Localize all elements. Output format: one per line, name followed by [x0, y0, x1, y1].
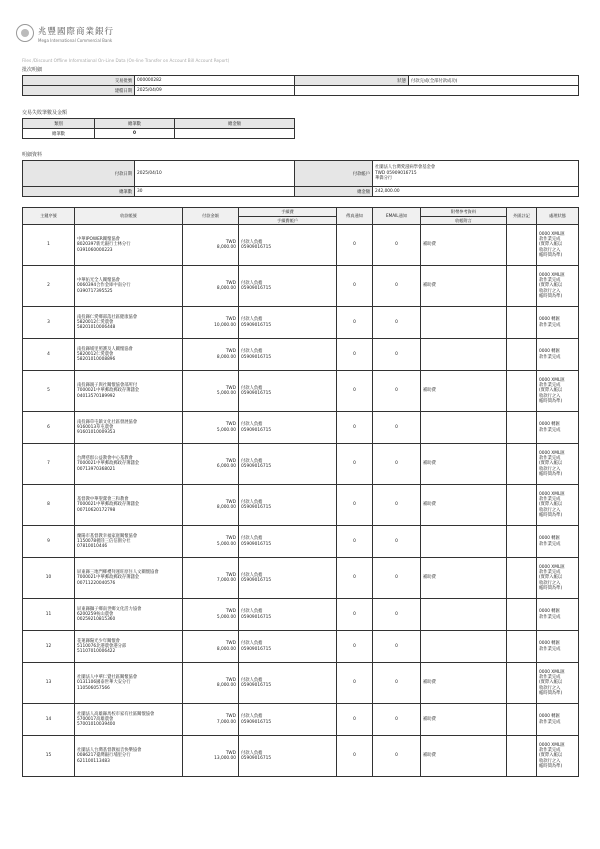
row-status: 0000 轉匯 款作業完成	[537, 307, 579, 339]
row-payee: 社團法人高雄縣馬校市家有社區關懷協會 5700017高雄農會 57001010039400	[75, 704, 183, 736]
row-fax: 0	[337, 663, 373, 704]
document-title: Files /Discount Offline Informational On-Line Data (On-line Transfer on Account Bill Account Report)	[22, 58, 230, 63]
row-status: 0000 轉匯 款作業完成	[537, 704, 579, 736]
row-memo	[421, 599, 507, 631]
row-payee: 中華佑光全人關懷協會 0060394合作金庫中南分行 0390717395525	[75, 266, 183, 307]
table-row	[23, 266, 579, 307]
row-fee: 付款人負擔 05909016715	[239, 599, 337, 631]
bank-name-en: Mega International Commercial Bank	[38, 38, 113, 43]
row-seq: 12	[23, 631, 75, 663]
row-fax: 0	[337, 526, 373, 558]
col-email: EMAIL通知	[373, 208, 421, 225]
row-fee: 付款人負擔 05909016715	[239, 526, 337, 558]
row-memo: 補助費	[421, 266, 507, 307]
row-status: 0000 XML匯 款作業完成 (實際入帳以 收款行之入 帳時間為準)	[537, 371, 579, 412]
row-memo: 補助費	[421, 444, 507, 485]
table-row	[23, 444, 579, 485]
row-payee: 台灣慈群公益教會中心基教會 7000021中華郵政郵政存簿儲金 00713970368021	[75, 444, 183, 485]
table-row	[23, 704, 579, 736]
row-fax: 0	[337, 412, 373, 444]
failed-col-type: 類別	[23, 119, 95, 129]
row-email: 0	[373, 371, 421, 412]
row-status: 0000 XML匯 款作業完成 (實際入帳以 收款行之入 帳時間為準)	[537, 266, 579, 307]
row-fax: 0	[337, 225, 373, 266]
row-email: 0	[373, 599, 421, 631]
row-seq: 1	[23, 225, 75, 266]
row-memo	[421, 526, 507, 558]
row-seq: 3	[23, 307, 75, 339]
row-amount: TWD 8,000.00	[183, 485, 239, 526]
row-amount: TWD 8,000.00	[183, 225, 239, 266]
row-status: 0000 轉匯 款作業完成	[537, 631, 579, 663]
table-row	[23, 663, 579, 704]
failed-row-count: 0	[95, 129, 175, 139]
row-payee: 南投縣埔里照護及人關懷協會 5820012仁愛農會 58201010008896	[75, 339, 183, 371]
row-fin	[507, 444, 537, 485]
row-payee: 蘭陽市基督教幸福家庭關懷協會 1150078板陸三信信園分社 07810010446	[75, 526, 183, 558]
table-row	[23, 225, 579, 266]
paydate-label: 付款日期	[23, 161, 135, 187]
col-fin: 外匯註記	[507, 208, 537, 225]
row-status: 0000 XML匯 款作業完成 (實際入帳以 收款行之入 帳時間為準)	[537, 663, 579, 704]
col-fee-account: 手續費帳戶	[239, 217, 337, 225]
row-email: 0	[373, 526, 421, 558]
row-seq: 14	[23, 704, 75, 736]
row-fin	[507, 526, 537, 558]
row-email: 0	[373, 339, 421, 371]
row-status: 0000 XML匯 款作業完成 (實際入帳以 收款行之入 帳時間為準)	[537, 558, 579, 599]
row-amount: TWD 5,000.00	[183, 371, 239, 412]
row-seq: 6	[23, 412, 75, 444]
row-status: 0000 XML匯 款作業完成 (實際入帳以 收款行之入 帳時間為準)	[537, 444, 579, 485]
row-payee: 社團法人中華仁覺社區關懷協會 0131106國泰世華大安分行 110506057566	[75, 663, 183, 704]
row-fin	[507, 631, 537, 663]
row-payee: 南投縣親子與社關懷協會部所付 7000021中華郵政郵政存簿儲金 04013570189992	[75, 371, 183, 412]
table-row	[23, 485, 579, 526]
bank-logo	[16, 24, 34, 42]
row-amount: TWD 8,000.00	[183, 663, 239, 704]
row-fee: 付款人負擔 05909016715	[239, 736, 337, 777]
row-payee: 花蓮縣陽光少年關懷會 5110076北港農會港分部 51107010006422	[75, 631, 183, 663]
row-fin	[507, 339, 537, 371]
row-memo: 補助費	[421, 736, 507, 777]
row-fax: 0	[337, 444, 373, 485]
row-fee: 付款人負擔 05909016715	[239, 339, 337, 371]
row-fax: 0	[337, 339, 373, 371]
row-payee: 屏東縣獅子鄉南世鄉文化活力協會 6200259枋山農會 00259210815360	[75, 599, 183, 631]
row-fax: 0	[337, 485, 373, 526]
row-fee: 付款人負擔 05909016715	[239, 558, 337, 599]
row-seq: 4	[23, 339, 75, 371]
row-memo	[421, 339, 507, 371]
row-email: 0	[373, 266, 421, 307]
table-row	[23, 371, 579, 412]
row-memo	[421, 307, 507, 339]
row-fax: 0	[337, 631, 373, 663]
row-seq: 11	[23, 599, 75, 631]
row-fin	[507, 485, 537, 526]
table-row	[23, 307, 579, 339]
row-email: 0	[373, 558, 421, 599]
row-email: 0	[373, 444, 421, 485]
row-email: 0	[373, 307, 421, 339]
row-seq: 7	[23, 444, 75, 485]
row-memo: 補助費	[421, 663, 507, 704]
row-seq: 8	[23, 485, 75, 526]
row-fee: 付款人負擔 05909016715	[239, 444, 337, 485]
row-status: 0000 轉匯 款作業完成	[537, 599, 579, 631]
row-memo	[421, 631, 507, 663]
row-fee: 付款人負擔 05909016715	[239, 307, 337, 339]
row-amount: TWD 13,000.00	[183, 736, 239, 777]
row-status: 0000 XML匯 款作業完成 (實際入帳以 收款行之入 帳時間為準)	[537, 485, 579, 526]
row-fin	[507, 558, 537, 599]
row-fee: 付款人負擔 05909016715	[239, 266, 337, 307]
row-fin	[507, 307, 537, 339]
row-fax: 0	[337, 558, 373, 599]
table-row	[23, 558, 579, 599]
count-value: 30	[135, 187, 295, 197]
failed-row-label: 總筆數	[23, 129, 95, 139]
col-memo-note: 收帳附言	[421, 217, 507, 225]
row-email: 0	[373, 225, 421, 266]
bank-name: 兆豐國際商業銀行	[38, 27, 115, 37]
table-row	[23, 412, 579, 444]
row-amount: TWD 6,000.00	[183, 444, 239, 485]
row-amount: TWD 5,000.00	[183, 412, 239, 444]
table-row	[23, 599, 579, 631]
row-seq: 13	[23, 663, 75, 704]
row-amount: TWD 8,000.00	[183, 339, 239, 371]
row-seq: 2	[23, 266, 75, 307]
row-status: 0000 轉匯 款作業完成	[537, 339, 579, 371]
failed-col-count: 總筆數	[95, 119, 175, 129]
col-amount: 付款金額	[183, 208, 239, 225]
row-email: 0	[373, 663, 421, 704]
col-fax: 傳真通知	[337, 208, 373, 225]
row-fax: 0	[337, 307, 373, 339]
paydate-value: 2025/04/10	[135, 161, 295, 187]
row-fee: 付款人負擔 05909016715	[239, 704, 337, 736]
row-fee: 付款人負擔 05909016715	[239, 371, 337, 412]
row-fee: 付款人負擔 05909016715	[239, 412, 337, 444]
row-email: 0	[373, 736, 421, 777]
failed-table	[22, 118, 295, 139]
failed-section-label: 交易失敗筆數及金額	[22, 110, 68, 116]
row-fin	[507, 663, 537, 704]
row-fax: 0	[337, 266, 373, 307]
col-payee: 收款帳號	[75, 208, 183, 225]
row-status: 0000 XML匯 款作業完成 (實際入帳以 收款行之入 帳時間為準)	[537, 225, 579, 266]
row-email: 0	[373, 412, 421, 444]
row-memo: 補助費	[421, 558, 507, 599]
row-fax: 0	[337, 599, 373, 631]
row-amount: TWD 7,000.00	[183, 704, 239, 736]
col-memo: 附帶參考資料	[421, 208, 507, 217]
row-fee: 付款人負擔 05909016715	[239, 225, 337, 266]
detail-section-label: 明細資料	[22, 152, 43, 158]
batch-label: 交易批號	[23, 76, 135, 86]
row-payee: 屏東縣三地門鄉禮拜運旺原住人文關懷協會 7000021中華郵政郵政存簿儲金 00711220040576	[75, 558, 183, 599]
table-row	[23, 631, 579, 663]
status-value: 付款完成(全部付款成功)	[409, 76, 579, 86]
row-fin	[507, 225, 537, 266]
batch-section-label: 批次明細	[22, 67, 43, 73]
row-fin	[507, 599, 537, 631]
payer-label: 付款帳戶	[295, 161, 373, 187]
row-fin	[507, 412, 537, 444]
batch-value: 000000282	[135, 76, 295, 86]
row-fax: 0	[337, 371, 373, 412]
row-payee: 基督教中華聖潔會三和教會 7000021中華郵政郵政存簿儲金 00710620172798	[75, 485, 183, 526]
table-row	[23, 736, 579, 777]
col-fee: 手續費	[239, 208, 337, 217]
table-row	[23, 339, 579, 371]
row-fee: 付款人負擔 05909016715	[239, 485, 337, 526]
row-amount: TWD 10,000.00	[183, 307, 239, 339]
row-email: 0	[373, 631, 421, 663]
row-memo: 補助費	[421, 485, 507, 526]
row-memo: 補助費	[421, 225, 507, 266]
total-label: 總金額	[295, 187, 373, 197]
detail-meta-table	[22, 160, 579, 197]
batch-table	[22, 75, 579, 96]
row-memo: 補助費	[421, 704, 507, 736]
row-amount: TWD 5,000.00	[183, 599, 239, 631]
row-fee: 付款人負擔 05909016715	[239, 663, 337, 704]
row-memo	[421, 412, 507, 444]
failed-col-amount: 總金額	[175, 119, 295, 129]
row-fax: 0	[337, 704, 373, 736]
row-payee: 南投縣仁愛鄉部落社區健康協會 5820012仁愛農會 58201010006448	[75, 307, 183, 339]
col-status: 處理狀態	[537, 208, 579, 225]
row-fin	[507, 704, 537, 736]
row-amount: TWD 8,000.00	[183, 631, 239, 663]
row-payee: 南投縣草屯鎮文化社區發展協會 9160013草屯農會 91601010009353	[75, 412, 183, 444]
row-fin	[507, 371, 537, 412]
row-status: 0000 轉匯 款作業完成	[537, 526, 579, 558]
table-row	[23, 526, 579, 558]
row-status: 0000 轉匯 款作業完成	[537, 412, 579, 444]
row-fin	[507, 266, 537, 307]
payer-account: 社團法人台灣愛滋病學會基金會 TWD 05909016715 華僑分行	[373, 161, 579, 187]
status-label: 狀態	[295, 76, 409, 86]
row-memo: 補助費	[421, 371, 507, 412]
row-amount: TWD 8,000.00	[183, 266, 239, 307]
row-amount: TWD 5,000.00	[183, 526, 239, 558]
row-seq: 5	[23, 371, 75, 412]
row-seq: 15	[23, 736, 75, 777]
date-label: 建檔日期	[23, 86, 135, 96]
row-fee: 付款人負擔 05909016715	[239, 631, 337, 663]
row-email: 0	[373, 485, 421, 526]
row-email: 0	[373, 704, 421, 736]
row-status: 0000 XML匯 款作業完成 (實際入帳以 收款行之入 帳時間為準)	[537, 736, 579, 777]
row-payee: 中華IPOWER關懷協會 8020397新光銀行士林分行 0391060000223	[75, 225, 183, 266]
row-payee: 社團法人台灣基督教福音快樂協會 0086217臺灣銀行埔里分行 621100113483	[75, 736, 183, 777]
row-amount: TWD 7,000.00	[183, 558, 239, 599]
row-fax: 0	[337, 736, 373, 777]
date-value: 2025/04/09	[135, 86, 295, 96]
row-seq: 10	[23, 558, 75, 599]
col-seq: 主鍵序號	[23, 208, 75, 225]
count-label: 總筆數	[23, 187, 135, 197]
total-value: 242,000.00	[373, 187, 579, 197]
row-fin	[507, 736, 537, 777]
detail-table	[22, 207, 579, 777]
row-seq: 9	[23, 526, 75, 558]
